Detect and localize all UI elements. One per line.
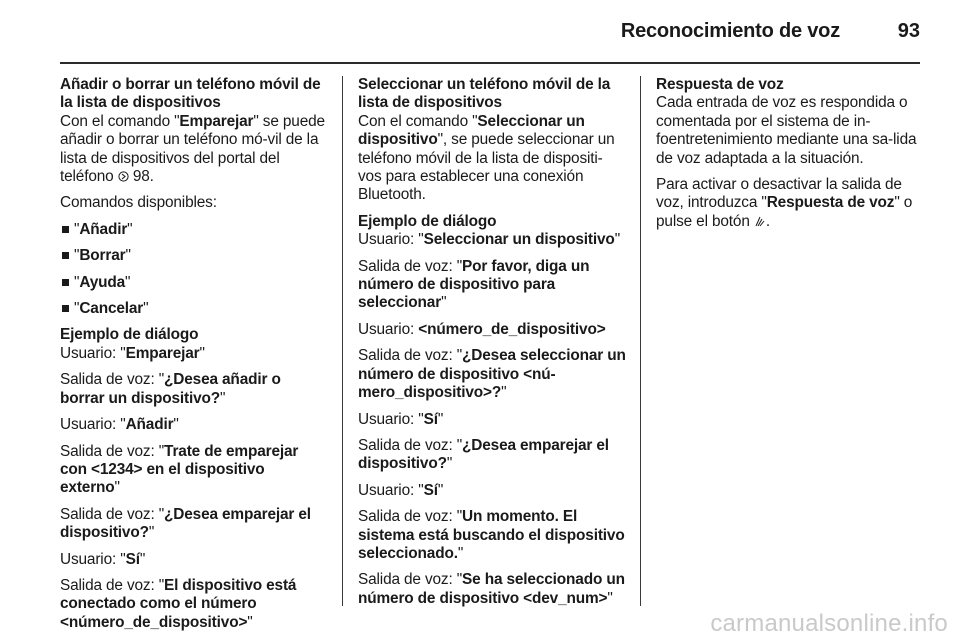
- dialog-line: Salida de voz: "¿Desea añadir o borrar un dispositivo?": [60, 371, 281, 407]
- list-item: "Ayuda": [60, 274, 328, 292]
- dialog-line: Usuario: "Sí": [358, 481, 444, 499]
- voice-button-icon: [754, 214, 766, 229]
- dialog-text: <número_de_dispositivo>: [418, 320, 606, 338]
- speaker-label: Salida de voz:: [60, 505, 159, 523]
- dialog-text: Emparejar: [125, 344, 200, 362]
- commands-label: Comandos disponibles:: [60, 194, 217, 212]
- intro-paragraph: [358, 113, 626, 205]
- column-1: [60, 76, 328, 640]
- dialog-line: Salida de voz: "¿Desea seleccionar un número de dispositivo <nú-mero_dispositivo>?": [358, 347, 626, 402]
- arrow-ref-icon: [118, 169, 129, 184]
- dialog-text: Por favor, diga un número de dispositivo para seleccionar: [358, 257, 590, 312]
- intro-text: " se puede añadir o borrar un teléfono mó-vil de la lista de dispositivos del portal del teléfono: [60, 112, 325, 186]
- speaker-label: Usuario:: [358, 410, 419, 428]
- command-emparejar: Emparejar: [179, 112, 254, 130]
- dialog-line: Usuario: "Añadir": [60, 416, 179, 434]
- speaker-label: Usuario:: [358, 231, 419, 249]
- watermark: carmanualsonline.info: [710, 610, 948, 637]
- speaker-label: Usuario:: [60, 416, 121, 434]
- dialog-text: ¿Desea emparejar el dispositivo?: [60, 505, 311, 542]
- column-divider-1: [342, 76, 343, 606]
- dialog-line: Salida de voz: "Un momento. El sistema está buscando el dispositivo seleccionado.": [358, 508, 625, 562]
- section-heading-voice-response: Respuesta de voz: [656, 76, 784, 93]
- speaker-label: Salida de voz:: [60, 576, 159, 594]
- dialog-line: Usuario: "Emparejar": [60, 344, 205, 362]
- dialog-text: Sí: [423, 481, 438, 499]
- list-item: "Cancelar": [60, 300, 328, 318]
- dialog-text: ¿Desea emparejar el dispositivo?: [358, 436, 609, 473]
- speaker-label: Usuario:: [60, 344, 121, 362]
- bullet-icon: [62, 252, 69, 259]
- column-2: [358, 76, 626, 616]
- intro-text: ", se puede seleccionar un teléfono móvil de la lista de dispositi-vos para establecer una conexión Bluetooth.: [358, 131, 615, 204]
- speaker-label: Usuario:: [60, 550, 121, 568]
- bullet-icon: [62, 305, 69, 312]
- dialog-line: Salida de voz: "Se ha seleccionado un número de dispositivo <dev_num>": [358, 571, 625, 607]
- dialog-line: Salida de voz: "Trate de emparejar con <1234> en el dispositivo externo": [60, 442, 299, 497]
- list-item: "Añadir": [60, 221, 328, 239]
- command-label: Ayuda: [79, 273, 126, 291]
- list-item: "Borrar": [60, 247, 328, 265]
- intro-text: Con el comando ": [358, 112, 478, 130]
- dialog-text: Sí: [423, 410, 438, 428]
- dialog-text: El dispositivo está conectado como el número <número_de_dispositivo>: [60, 576, 297, 631]
- dialog-text: ¿Desea seleccionar un número de dispositivo <nú-mero_dispositivo>?: [358, 347, 626, 402]
- speaker-label: Usuario:: [358, 481, 419, 499]
- bullet-icon: [62, 226, 69, 233]
- dialog-text: Añadir: [125, 416, 174, 434]
- paragraph: Cada entrada de voz es respondida o comentada por el sistema de in-foentretenimiento mediante una sa-lida de voz adaptada a la situación.: [656, 94, 917, 167]
- page-number: 93: [897, 20, 920, 42]
- dialog-line: [358, 321, 626, 339]
- command-label: Cancelar: [79, 300, 144, 318]
- example-heading: Ejemplo de diálogo: [60, 326, 199, 344]
- section-heading-add-remove: Añadir o borrar un teléfono móvil de la lista de dispositivos: [60, 76, 321, 112]
- page-header: [60, 0, 920, 64]
- dialog-text: Seleccionar un dispositivo: [423, 231, 615, 249]
- command-seleccionar: Seleccionar un dispositivo: [358, 112, 585, 149]
- dialog-text: Sí: [125, 550, 140, 568]
- paragraph-text: Para activar o desactivar la salida de voz, introduzca ": [656, 176, 902, 212]
- commands-list: [60, 221, 328, 319]
- page-title: Reconocimiento de voz: [620, 20, 840, 42]
- dialog-line: Usuario: "Sí": [358, 410, 444, 428]
- dialog-text: Un momento. El sistema está buscando el dispositivo seleccionado.: [358, 508, 625, 562]
- dialog-line: Salida de voz: "El dispositivo está conectado como el número <número_de_dispositivo>": [60, 576, 297, 631]
- speaker-label: Salida de voz:: [358, 436, 457, 454]
- dialog-line: Usuario: "Seleccionar un dispositivo": [358, 231, 621, 249]
- example-heading: Ejemplo de diálogo: [358, 212, 497, 230]
- speaker-label: Salida de voz:: [358, 257, 457, 275]
- speaker-label: Usuario:: [358, 320, 419, 338]
- speaker-label: Salida de voz:: [358, 508, 457, 526]
- section-heading-select: Seleccionar un teléfono móvil de la lista de dispositivos: [358, 76, 611, 112]
- speaker-label: Salida de voz:: [60, 442, 159, 460]
- bullet-icon: [62, 279, 69, 286]
- page-reference: 98.: [128, 168, 154, 186]
- speaker-label: Salida de voz:: [60, 371, 159, 389]
- command-label: Borrar: [79, 247, 126, 265]
- dialog-text: Se ha seleccionado un número de dispositivo <dev_num>: [358, 571, 625, 607]
- command-label: Añadir: [79, 220, 128, 238]
- dialog-line: Salida de voz: "¿Desea emparejar el dispositivo?": [358, 436, 609, 473]
- paragraph: [656, 176, 924, 231]
- intro-paragraph: [60, 113, 328, 187]
- intro-text: Con el comando ": [60, 112, 180, 130]
- column-3: [656, 76, 924, 239]
- paragraph-text: " o pulse el botón: [656, 194, 913, 230]
- dialog-line: Salida de voz: "Por favor, diga un número de dispositivo para seleccionar": [358, 257, 590, 312]
- column-divider-2: [640, 76, 641, 606]
- dialog-line: Usuario: "Sí": [60, 550, 146, 568]
- speaker-label: Salida de voz:: [358, 347, 457, 365]
- dialog-text: Trate de emparejar con <1234> en el dispositivo externo: [60, 442, 299, 497]
- speaker-label: Salida de voz:: [358, 571, 457, 589]
- command-respuesta-de-voz: Respuesta de voz: [766, 194, 895, 212]
- paragraph-text: .: [765, 212, 771, 230]
- dialog-text: ¿Desea añadir o borrar un dispositivo?: [60, 371, 281, 407]
- dialog-line: Salida de voz: "¿Desea emparejar el dispositivo?": [60, 505, 311, 542]
